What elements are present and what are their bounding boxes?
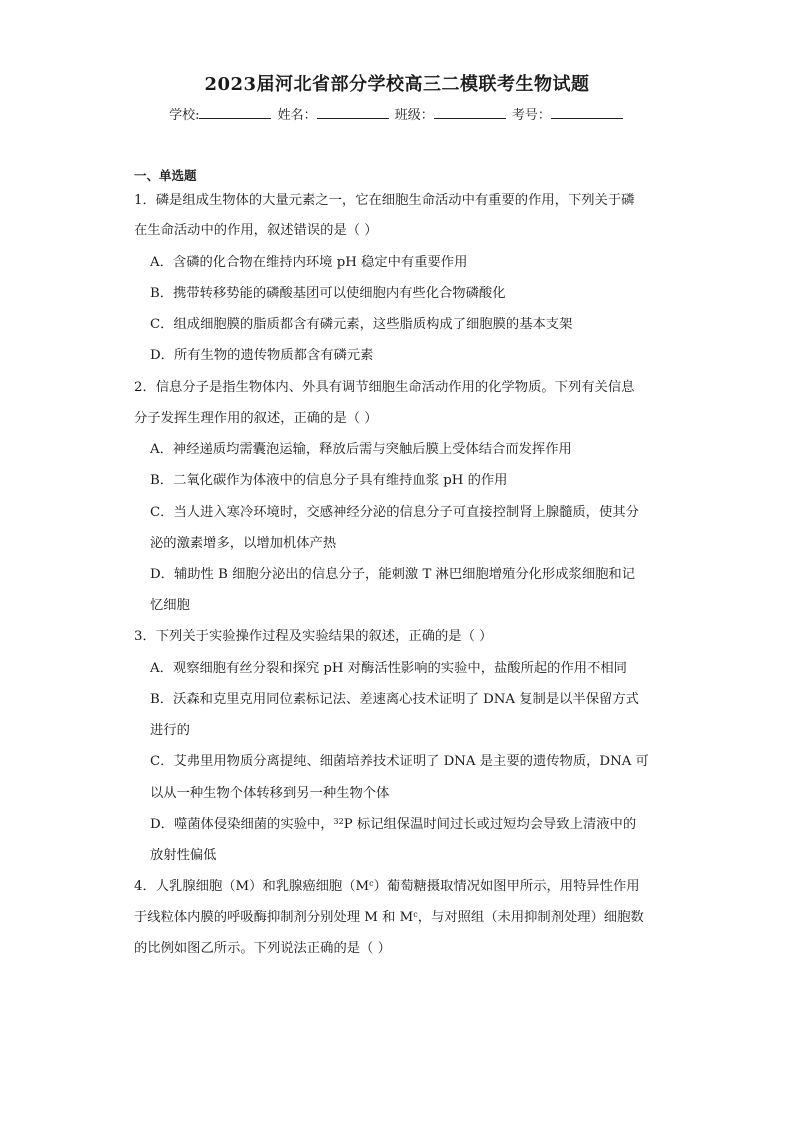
q2-option-b: B．二氧化碳作为体液中的信息分子具有维持血浆 pH 的作用 [150, 473, 508, 488]
name-label: 姓名： [277, 108, 317, 123]
q3-option-a: A．观察细胞有丝分裂和探究 pH 对酶活性影响的实验中，盐酸所起的作用不相同 [150, 661, 627, 676]
q1-stem-line2: 在生命活动中的作用，叙述错误的是（ ） [134, 223, 378, 238]
q1-option-b: B．携带转移势能的磷酸基团可以使细胞内有些化合物磷酸化 [150, 286, 506, 301]
q3-option-b-line2: 进行的 [150, 723, 190, 738]
q3-option-d-text: D．噬菌体侵染细菌的实验中， [150, 817, 334, 832]
q3-option-d-sup: 32 [333, 817, 344, 826]
q3-stem: 3．下列关于实验操作过程及实验结果的叙述，正确的是（ ） [134, 629, 493, 644]
class-blank[interactable] [434, 106, 506, 119]
q3-option-c-line2: 以从一种生物个体转移到另一种生物个体 [150, 786, 390, 801]
number-blank[interactable] [551, 106, 623, 119]
student-info-line [0, 104, 794, 123]
q3-option-d-rest: P 标记组保温时间过长或过短均会导致上清液中的 [343, 817, 637, 832]
q2-option-c-line2: 泌的激素增多，以增加机体产热 [150, 536, 337, 551]
q1-option-c: C．组成细胞膜的脂质都含有磷元素，这些脂质构成了细胞膜的基本支架 [150, 317, 573, 332]
q2-option-d-line1: D．辅助性 B 细胞分泌出的信息分子，能刺激 T 淋巴细胞增殖分化形成浆细胞和记 [150, 567, 636, 582]
q2-option-a: A．神经递质均需囊泡运输，释放后需与突触后膜上受体结合而发挥作用 [150, 442, 572, 457]
q1-option-d: D．所有生物的遗传物质都含有磷元素 [150, 348, 374, 363]
section-heading: 一、单选题 [134, 168, 197, 183]
q3-option-d-line1 [150, 816, 636, 834]
q3-option-d-line2: 放射性偏低 [150, 848, 217, 863]
q4-stem-line2 [134, 909, 644, 927]
q2-stem-line2: 分子发挥生理作用的叙述，正确的是（ ） [134, 411, 378, 426]
class-label: 班级： [394, 108, 434, 123]
q2-option-c-line1: C．当人进入寒冷环境时，交感神经分泌的信息分子可直接控制肾上腺髓质，使其分 [150, 505, 639, 520]
q4-stem-part1: 4．人乳腺细胞（M）和乳腺癌细胞（M [134, 879, 370, 894]
q4-stem-part2: ）葡萄糖摄取情况如图甲所示，用特异性作用 [373, 879, 640, 894]
q4-stem-line1 [134, 878, 640, 896]
q2-option-d-line2: 忆细胞 [150, 598, 190, 613]
q4-stem-part4: ，与对照组（未用抑制剂处理）细胞数 [417, 910, 644, 925]
name-blank[interactable] [317, 106, 389, 119]
school-blank[interactable] [199, 106, 271, 119]
school-label: 学校: [169, 108, 200, 123]
number-label: 考号： [511, 108, 551, 123]
q2-stem-line1: 2．信息分子是指生物体内、外具有调节细胞生命活动作用的化学物质。下列有关信息 [134, 380, 635, 395]
page-title: 2023届河北省部分学校高三二模联考生物试题 [204, 74, 590, 95]
q4-sup-c1: c [369, 879, 374, 888]
q4-stem-line3: 的比例如图乙所示。下列说法正确的是（ ） [134, 941, 391, 956]
q4-stem-part3: 于线粒体内膜的呼吸酶抑制剂分别处理 M 和 M [134, 910, 414, 925]
q1-stem-line1: 1．磷是组成生物体的大量元素之一，它在细胞生命活动中有重要的作用，下列关于磷 [134, 193, 635, 208]
q3-option-b-line1: B．沃森和克里克用同位素标记法、差速离心技术证明了 DNA 复制是以半保留方式 [150, 692, 639, 707]
q1-option-a: A．含磷的化合物在维持内环境 pH 稳定中有重要作用 [150, 255, 468, 270]
q3-option-c-line1: C．艾弗里用物质分离提纯、细菌培养技术证明了 DNA 是主要的遗传物质，DNA 可 [150, 754, 649, 769]
q4-sup-c2: c [413, 910, 418, 919]
